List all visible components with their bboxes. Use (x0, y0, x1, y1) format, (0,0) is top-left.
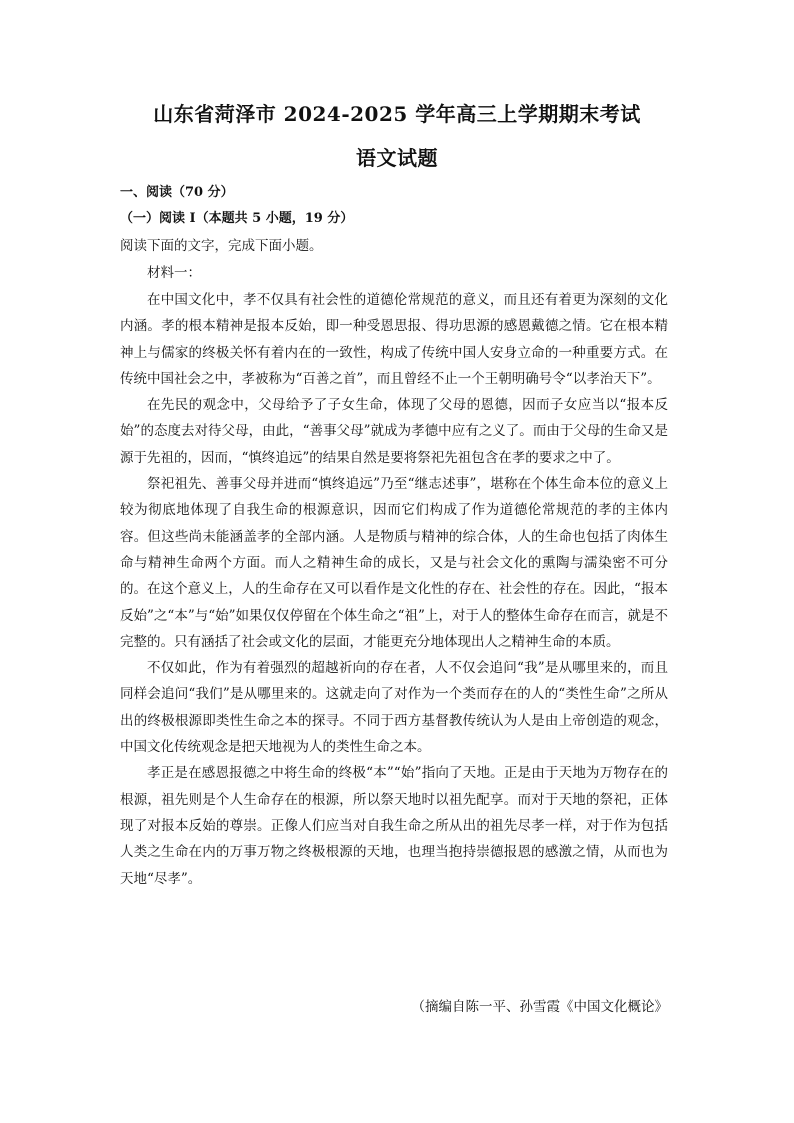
exam-title: 山东省菏泽市 2024-2025 学年高三上学期期末考试 (153, 102, 641, 126)
subsection-heading-reading-1: （一）阅读 I（本题共 5 小题，19 分） (120, 211, 354, 226)
paragraph: 祭祀祖先、善事父母并进而“慎终追远”乃至“继志述事”，堪称在个体生命本位的意义上较为彻底地体现了自我生命的根源意识，因而它们构成了作为道德伦常规范的孝的主体内容。但这些尚未能涵盖孝的全部内涵。人是物质与精神的综合体，人的生命也包括了肉体生命与精神生命两个方面。而人之精神生命的成长，又是与社会文化的熏陶与濡染密不可分的。在这个意义上，人的生命存在又可以看作是文化性的存在、社会性的存在。因此，“报本反始”之“本”与“始”如果仅仅停留在个体生命之“祖”上，对于人的整体生命存在而言，就是不完整的。只有涵括了社会或文化的层面，才能更充分地体现出人之精神生命的本质。 (120, 476, 668, 650)
paragraph: 在先民的观念中，父母给予了子女生命，体现了父母的恩德，因而子女应当以“报本反始”的态度去对待父母，由此，“善事父母”就成为孝德中应有之义了。而由于父母的生命又是源于先祖的，因而，“慎终追远”的结果自然是要将祭祀先祖包含在孝的要求之中了。 (120, 397, 668, 466)
paragraph: 不仅如此，作为有着强烈的超越祈向的存在者，人不仅会追问“我”是从哪里来的，而且同样会追问“我们”是从哪里来的。这就走向了对作为一个类而存在的人的“类性生命”之所从出的终极根源即类性生命之本的探寻。不同于西方基督教传统认为人是由上帝创造的观念，中国文化传统观念是把天地视为人的类性生命之本。 (120, 660, 668, 756)
exam-subtitle: 语文试题 (356, 146, 438, 170)
source-citation: （摘编自陈一平、孙雪霞《中国文化概论》 (411, 999, 668, 1015)
material-label: 材料一： (147, 265, 201, 281)
material-body (120, 287, 668, 892)
instruction-text: 阅读下面的文字，完成下面小题。 (120, 238, 323, 254)
paragraph: 在中国文化中，孝不仅具有社会性的道德伦常规范的意义，而且还有着更为深刻的文化内涵。孝的根本精神是报本反始，即一种受恩思报、得功思源的感恩戴德之情。它在根本精神上与儒家的终极关怀有着内在的一致性，构成了传统中国人安身立命的一种重要方式。在传统中国社会之中，孝被称为“百善之首”，而且曾经不止一个王朝明确号令“以孝治天下”。 (120, 292, 668, 387)
section-heading-reading: 一、阅读（70 分） (120, 185, 234, 200)
paragraph: 孝正是在感恩报德之中将生命的终极“本”“始”指向了天地。正是由于天地为万物存在的根源，祖先则是个人生命存在的根源，所以祭天地时以祖先配享。而对于天地的祭祀，正体现了对报本反始的尊崇。正像人们应当对自我生命之所从出的祖先尽孝一样，对于作为包括人类之生命在内的万事万物之终极根源的天地，也理当抱持崇德报恩的感激之情，从而也为天地“尽孝”。 (120, 765, 668, 887)
